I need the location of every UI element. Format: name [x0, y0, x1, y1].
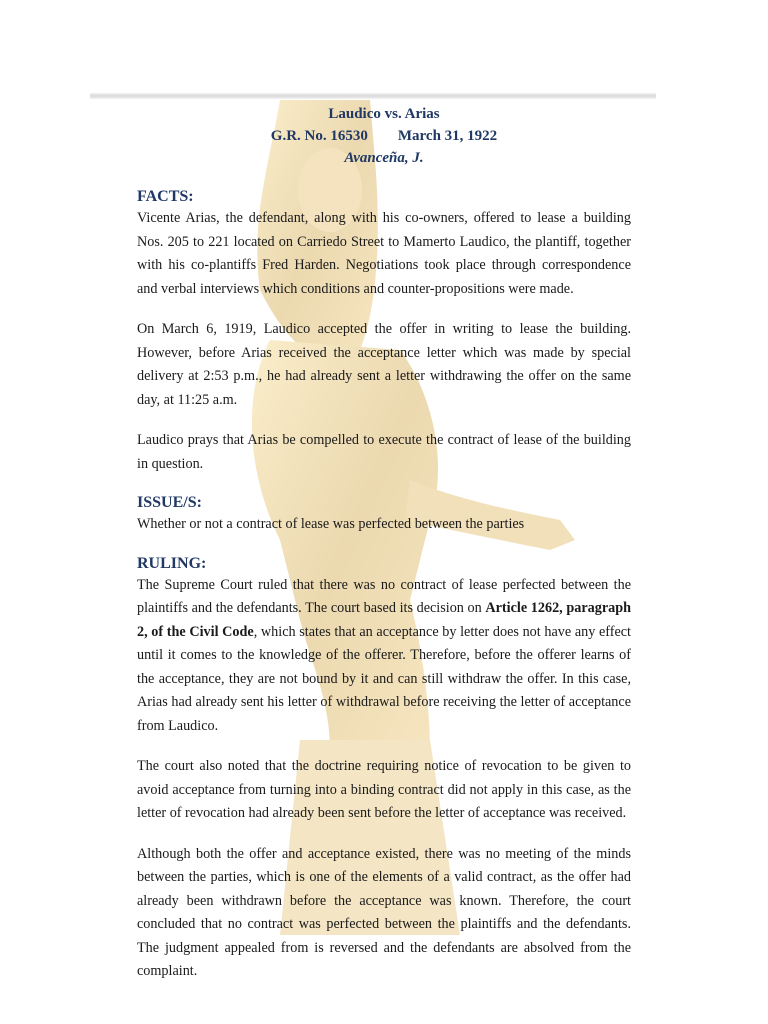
ruling-text-b: , which states that an acceptance by letter does not have any effect until it comes to the knowledge of the offerer. Therefore, before the offerer learns of the acceptance, they are not bound by it and can still withdraw the offer. In this case, Arias had already sent his letter of withdrawal before receiving the letter of acceptance from Laudico. [137, 623, 631, 734]
facts-paragraph-2: On March 6, 1919, Laudico accepted the offer in writing to lease the building. However, before Arias received the acceptance letter which was made by special delivery at 2:53 p.m., he had already sent a letter withdrawing the offer on the same day, at 11:25 a.m. [137, 321, 631, 408]
ponente: Avanceña, J. [344, 150, 424, 166]
facts-paragraph-3: Laudico prays that Arias be compelled to execute the contract of lease of the building in question. [137, 432, 631, 472]
case-header [137, 103, 631, 169]
issue-heading: ISSUE/S: [137, 494, 202, 511]
gr-number: G.R. No. 16530 [270, 128, 368, 144]
facts-heading: FACTS: [137, 188, 194, 205]
issue-paragraph: Whether or not a contract of lease was perfected between the parties [137, 516, 525, 532]
case-title: Laudico vs. Arias [328, 106, 440, 122]
case-digest [137, 103, 631, 984]
ruling-heading: RULING: [137, 554, 207, 572]
ruling-text-a: The Supreme Court ruled that there was no contract of lease perfected between the plaintiffs and the defendants. The court based its decision on [137, 576, 631, 616]
case-reference-row [137, 125, 631, 147]
facts-paragraph-1: Vicente Arias, the defendant, along with his co-owners, offered to lease a building Nos. 205 to 221 located on Carriedo Street to Mamerto Laudico, the plantiff, together with his co-plantiffs Fred Harden. Negotiations took place through correspondence and verbal interviews which conditions and counter-propositions were made. [137, 210, 631, 297]
header-rule [90, 93, 656, 99]
ruling-paragraph-1 [137, 574, 631, 739]
decision-date: March 31, 1922 [397, 128, 498, 144]
legal-citation: Article 1262, paragraph 2, of the Civil Code [137, 600, 631, 640]
ruling-paragraph-2: The court also noted that the doctrine requiring notice of revocation to be given to avoid acceptance from turning into a binding contract did not apply in this case, as the letter of revocation had already been sent before the letter of acceptance was received. [137, 758, 631, 821]
ruling-paragraph-3: Although both the offer and acceptance existed, there was no meeting of the minds between the parties, which is one of the elements of a valid contract, as the offer had already been withdrawn before the acceptance was known. Therefore, the court concluded that no contract was perfected between the plaintiffs and the defendants. The judgment appealed from is reversed and the defendants are absolved from the complaint. [137, 845, 631, 979]
